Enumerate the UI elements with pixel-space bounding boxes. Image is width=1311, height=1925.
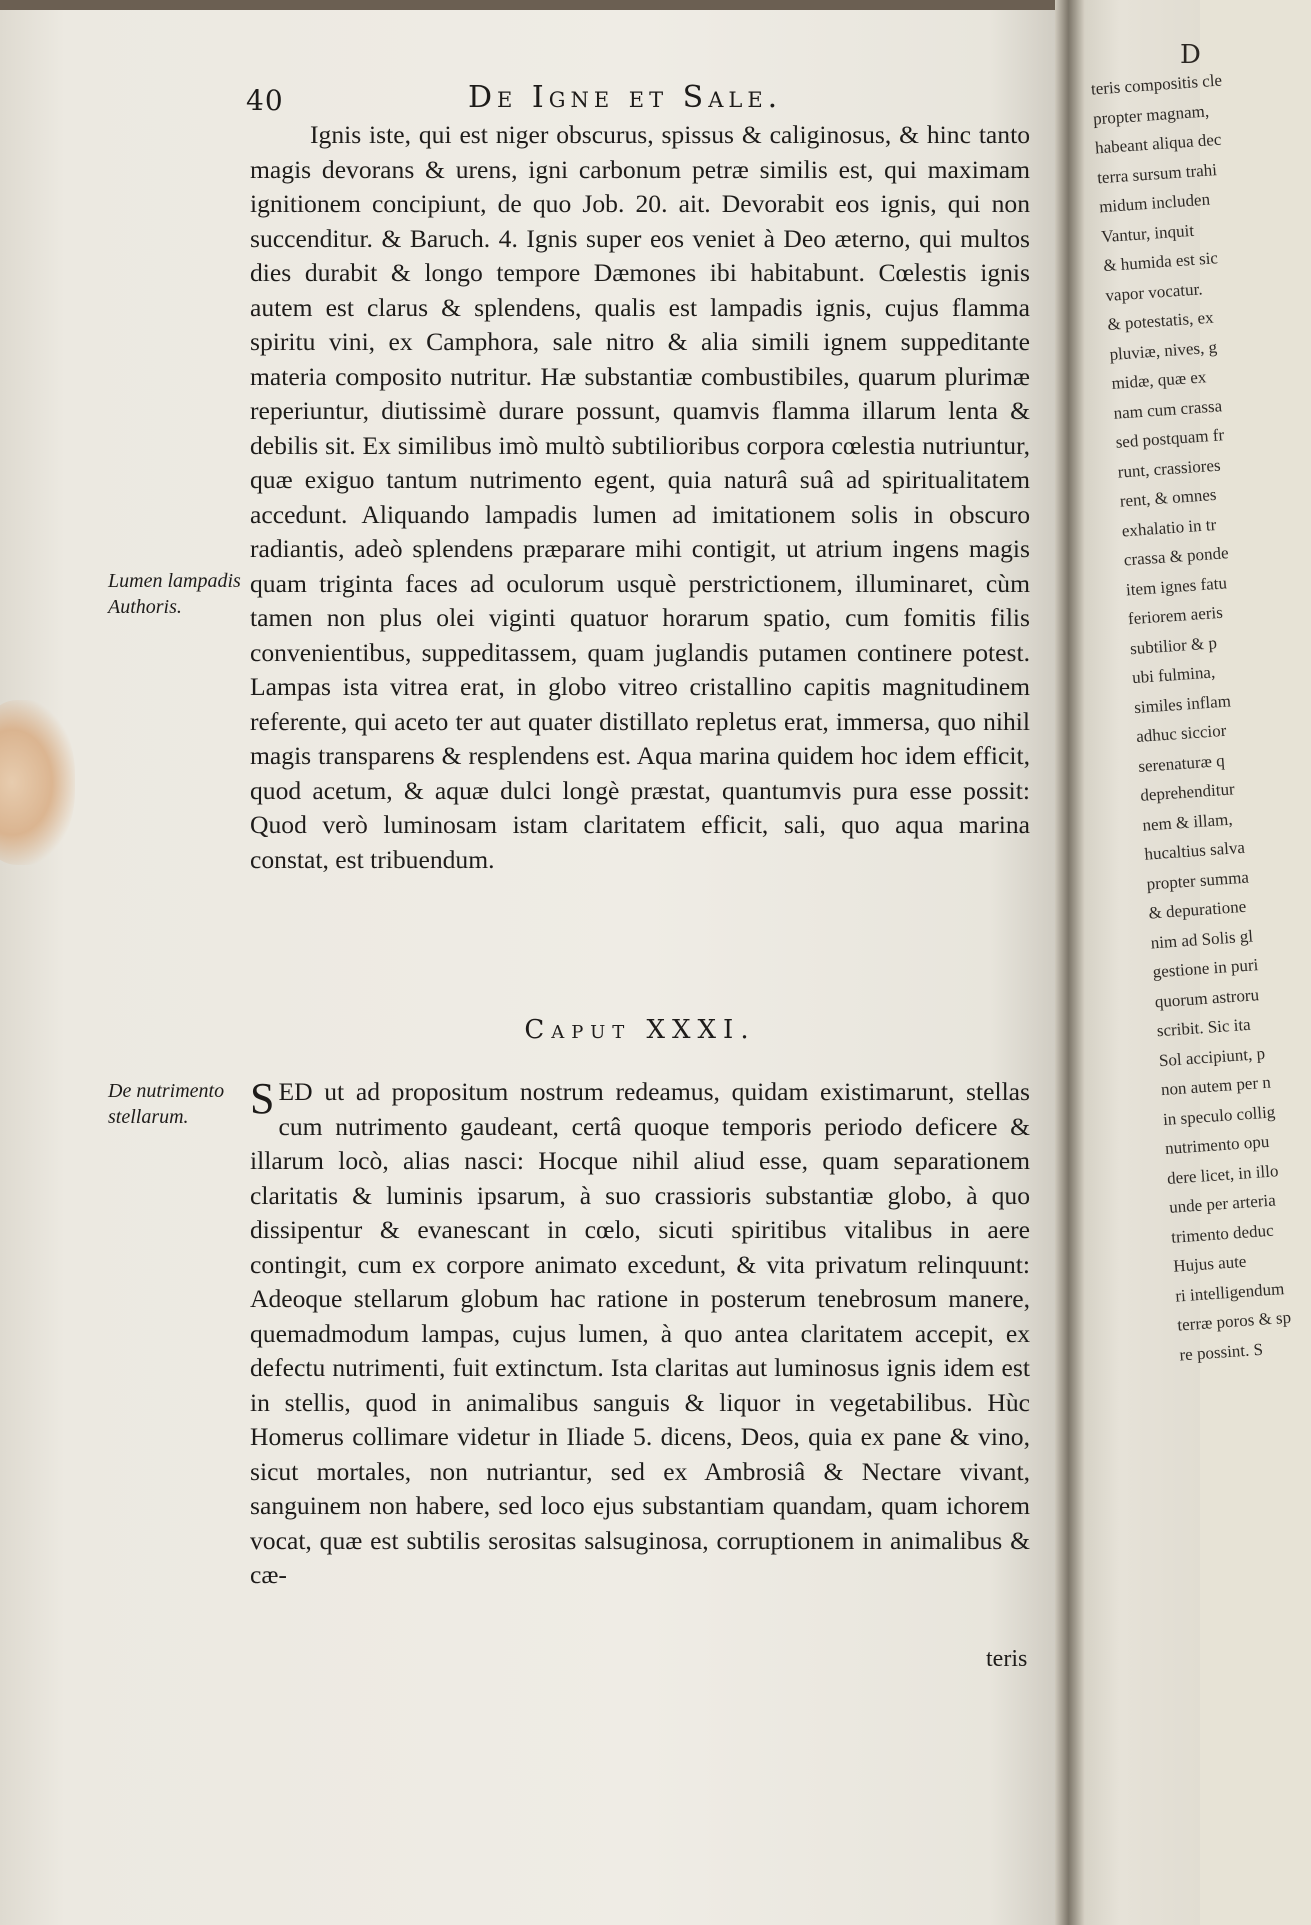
next-page-fragments	[1085, 67, 1290, 1370]
fragment-line: nem & illam,	[1141, 809, 1234, 835]
book-page-right-edge	[1085, 0, 1292, 1925]
fragment-line: feriorem aeris	[1127, 602, 1224, 629]
fragment-line: crassa & ponde	[1123, 543, 1230, 570]
fragment-line: teris compositis cle	[1090, 70, 1223, 99]
fragment-line: Hujus aute	[1172, 1251, 1247, 1276]
drop-cap: S	[250, 1074, 275, 1123]
fragment-line: trimento deduc	[1170, 1220, 1275, 1247]
paragraph-2	[250, 1075, 1030, 1593]
chapter-heading: Caput XXXI.	[524, 1015, 756, 1045]
page-header	[246, 80, 846, 120]
fragment-line: midæ, quæ ex	[1110, 367, 1207, 393]
fragment-line: adhuc siccior	[1135, 720, 1227, 747]
fragment-line: runt, crassiores	[1117, 455, 1222, 482]
page-number: 40	[246, 84, 284, 117]
fragment-line: habeant aliqua dec	[1094, 129, 1222, 158]
fragment-line: in speculo collig	[1162, 1101, 1276, 1129]
fragment-line: quorum astroru	[1154, 984, 1260, 1011]
fragment-line: ubi fulmina,	[1131, 662, 1216, 688]
fragment-line: unde per arteria	[1168, 1190, 1277, 1217]
book-gutter	[1055, 0, 1085, 1925]
fragment-line: nam cum crassa	[1112, 395, 1223, 423]
fragment-line: serenaturæ q	[1137, 750, 1226, 776]
fragment-line: subtilior & p	[1129, 632, 1218, 658]
margin-note-lamp: Lumen lampadis Authoris.	[108, 570, 241, 618]
fragment-line: exhalatio in tr	[1121, 514, 1217, 541]
fragment-line: pluviæ, nives, g	[1108, 336, 1218, 364]
margin-note-stars: De nutrimento stellarum.	[108, 1080, 225, 1128]
next-page-header-letter: D	[1180, 40, 1201, 70]
paragraph-2-text: ED ut ad propositum nostrum redeamus, quidam existimarunt, stellas cum nutrimento gaudeant, certâ quoque temporis periodo deficere & illarum locò, alias nasci: Hocque nihil aliud esse, quam separationem claritatis & luminis ipsarum, à suo crassioris substantiæ globo, à quo dissipentur & evanescant in cœlo, sicuti spiritibus vitalibus in aere contingit, cum ex corpore animato excedunt, & vita privatum relinquunt: Adeoque stellarum globum hac ratione in posterum tenebrosum manere, quemadmodum lampas, cujus lumen, à quo antea claritatem accepit, ex defectu nutrimenti, fuit extinctum. Ista claritas aut luminosus ignis idem est in stellis, quod in animalibus sanguis & liquor in vegetabilibus. Hùc Homerus collimare videtur in Iliade 5. dicens, Deos, quia ex pane & vino, sicut mortales, non nutriantur, sed ex Ambrosiâ & Nectare vivant, sanguinem non habere, sed loco ejus substantiam quandam, quam ichorem vocat, quæ est subtilis serositas salsuginosa, corruptionem in animalibus & cæ-	[250, 1077, 1030, 1589]
fragment-line: propter summa	[1145, 867, 1250, 894]
fragment-line: ri intelligendum	[1174, 1278, 1285, 1306]
fragment-line: & humida est sic	[1102, 248, 1219, 276]
fragment-line: non autem per n	[1160, 1072, 1272, 1100]
fragment-line: Vantur, inquit	[1100, 220, 1195, 246]
fragment-line: midum includen	[1098, 189, 1211, 217]
fragment-line: similes inflam	[1133, 690, 1232, 717]
fragment-line: & depuratione	[1147, 896, 1247, 923]
fragment-line: re possint. S	[1178, 1339, 1264, 1365]
fragment-line: sed postquam fr	[1115, 425, 1225, 452]
fragment-line: terræ poros & sp	[1176, 1307, 1292, 1335]
paragraph-1: Ignis iste, qui est niger obscurus, spissus & caliginosus, & hinc tanto magis devorans & urens, igni carbonum petræ similis est, qui maximam ignitionem concipiunt, de quo Job. 20. ait. Devorabit eos ignis, qui non succenditur. & Baruch. 4. Ignis super eos veniet à Deo æterno, qui multos dies durabit & longo tempore Dæmones ibi habitabunt. Cœlestis ignis autem est clarus & splendens, qualis est lampadis ignis, cujus flamma spiritu vini, ex Camphora, sale nitro & alia simili ignem suppeditante materia composito nutritur. Hæ substantiæ combustibiles, quarum plurimæ reperiuntur, diutissimè durare possunt, quamvis flamma illarum lenta & debilis sit. Ex similibus imò multò subtilioribus corpora cœlestia nutriuntur, quæ exiguo tantum nutrimento egent, quia naturâ suâ ad spiritualitatem accedunt. Aliquando lampadis lumen ad imitationem solis in obscuro radiantis, adeò splendens præparare mihi contigit, ut atrium ingens magis quam triginta faces ad oculorum usquè perstrictionem, illuminaret, cùm tamen non plus olei viginti quatuor horarum spatio, cum fomitis filis convenientibus, suppeditassem, quam juglandis putamen continere potest. Lampas ista vitrea erat, in globo vitreo cristallino capitis magnitudinem referente, qui aceto ter aut quater distillato repletus erat, immersa, quo nihil magis transparens & resplendens est. Aqua marina quidem hoc idem efficit, quod acetum, & aquæ dulci longè præstat, quantumvis pura esse possit: Quod verò luminosam istam claritatem efficit, sali, quo aqua marina constat, est tribuendum.	[250, 120, 1030, 874]
running-head: De Igne et Sale.	[468, 80, 783, 115]
fragment-line: item ignes fatu	[1125, 572, 1228, 599]
fragment-line: rent, & omnes	[1119, 484, 1218, 511]
fragment-line: terra sursum trahi	[1096, 159, 1218, 187]
fragment-line: gestione in puri	[1152, 955, 1259, 982]
fragment-line: propter magnam,	[1092, 100, 1210, 129]
paper-stain	[0, 700, 75, 865]
fragment-line: nutrimento opu	[1164, 1131, 1270, 1159]
fragment-line: hucaltius salva	[1143, 837, 1246, 864]
fragment-line: scribit. Sic ita	[1156, 1014, 1252, 1041]
fragment-line: & potestatis, ex	[1106, 307, 1215, 335]
fragment-line: nim ad Solis gl	[1150, 925, 1254, 953]
fragment-line: deprehenditur	[1139, 779, 1236, 805]
fragment-line: vapor vocatur.	[1104, 278, 1204, 305]
catchword: teris	[986, 1646, 1028, 1672]
fragment-line: dere licet, in illo	[1166, 1160, 1279, 1188]
fragment-line: Sol accipiunt, p	[1158, 1043, 1266, 1070]
